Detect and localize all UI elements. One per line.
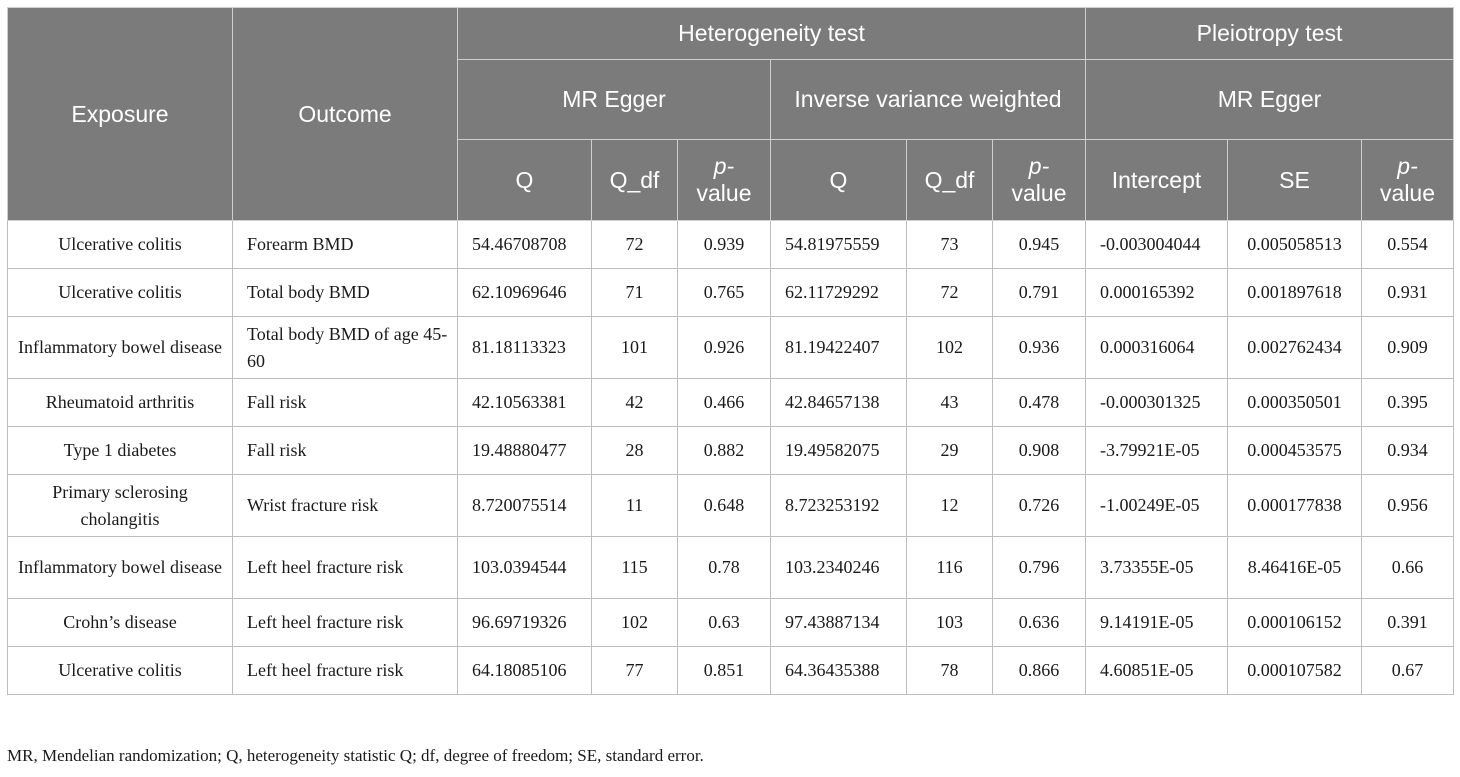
table-row xyxy=(8,475,1454,537)
cell-ivw-q: 64.36435388 xyxy=(771,647,907,695)
cell-pleiotropy-pvalue: 0.934 xyxy=(1362,427,1454,475)
cell-pleiotropy-pvalue: 0.395 xyxy=(1362,379,1454,427)
value-label: value xyxy=(1011,180,1067,206)
header-intercept: Intercept xyxy=(1086,140,1228,221)
cell-egger-pvalue: 0.926 xyxy=(678,317,771,379)
table-body xyxy=(8,221,1454,695)
cell-intercept: 3.73355E-05 xyxy=(1086,537,1228,599)
table-row xyxy=(8,221,1454,269)
cell-egger-q: 54.46708708 xyxy=(458,221,592,269)
value-label: value xyxy=(1380,180,1436,206)
p-label: p- xyxy=(1397,153,1418,179)
cell-egger-pvalue: 0.765 xyxy=(678,269,771,317)
table-footnote: MR, Mendelian randomization; Q, heterogeneity statistic Q; df, degree of freedom; SE, standard error. xyxy=(7,746,704,765)
cell-egger-q: 19.48880477 xyxy=(458,427,592,475)
cell-egger-qdf: 28 xyxy=(592,427,678,475)
cell-egger-qdf: 115 xyxy=(592,537,678,599)
table-row xyxy=(8,379,1454,427)
cell-ivw-q: 54.81975559 xyxy=(771,221,907,269)
cell-exposure: Primary sclerosing cholangitis xyxy=(8,475,233,537)
cell-egger-pvalue: 0.882 xyxy=(678,427,771,475)
table-row xyxy=(8,317,1454,379)
cell-egger-qdf: 71 xyxy=(592,269,678,317)
cell-se: 0.000177838 xyxy=(1228,475,1362,537)
cell-ivw-qdf: 102 xyxy=(907,317,993,379)
cell-ivw-qdf: 29 xyxy=(907,427,993,475)
cell-ivw-pvalue: 0.866 xyxy=(993,647,1086,695)
cell-ivw-qdf: 73 xyxy=(907,221,993,269)
header-egger-qdf: Q_df xyxy=(592,140,678,221)
cell-exposure: Ulcerative colitis xyxy=(8,647,233,695)
cell-egger-qdf: 101 xyxy=(592,317,678,379)
cell-ivw-pvalue: 0.478 xyxy=(993,379,1086,427)
cell-egger-pvalue: 0.939 xyxy=(678,221,771,269)
cell-exposure: Type 1 diabetes xyxy=(8,427,233,475)
header-pleiotropy-test: Pleiotropy test xyxy=(1086,8,1454,60)
cell-egger-q: 62.10969646 xyxy=(458,269,592,317)
cell-pleiotropy-pvalue: 0.909 xyxy=(1362,317,1454,379)
cell-ivw-pvalue: 0.791 xyxy=(993,269,1086,317)
cell-se: 8.46416E-05 xyxy=(1228,537,1362,599)
cell-ivw-pvalue: 0.908 xyxy=(993,427,1086,475)
cell-ivw-q: 103.2340246 xyxy=(771,537,907,599)
cell-ivw-qdf: 78 xyxy=(907,647,993,695)
cell-ivw-pvalue: 0.945 xyxy=(993,221,1086,269)
cell-egger-q: 64.18085106 xyxy=(458,647,592,695)
cell-egger-qdf: 102 xyxy=(592,599,678,647)
cell-egger-pvalue: 0.63 xyxy=(678,599,771,647)
cell-outcome: Left heel fracture risk xyxy=(233,647,458,695)
cell-ivw-pvalue: 0.796 xyxy=(993,537,1086,599)
cell-pleiotropy-pvalue: 0.931 xyxy=(1362,269,1454,317)
results-table xyxy=(7,7,1454,695)
cell-egger-pvalue: 0.851 xyxy=(678,647,771,695)
cell-se: 0.000106152 xyxy=(1228,599,1362,647)
cell-egger-q: 96.69719326 xyxy=(458,599,592,647)
cell-ivw-q: 42.84657138 xyxy=(771,379,907,427)
cell-se: 0.000350501 xyxy=(1228,379,1362,427)
cell-pleiotropy-pvalue: 0.67 xyxy=(1362,647,1454,695)
table-row xyxy=(8,537,1454,599)
cell-intercept: 0.000316064 xyxy=(1086,317,1228,379)
cell-ivw-pvalue: 0.936 xyxy=(993,317,1086,379)
cell-egger-qdf: 11 xyxy=(592,475,678,537)
table-row xyxy=(8,647,1454,695)
cell-exposure: Ulcerative colitis xyxy=(8,269,233,317)
cell-intercept: 0.000165392 xyxy=(1086,269,1228,317)
cell-exposure: Inflammatory bowel disease xyxy=(8,317,233,379)
header-egger-q: Q xyxy=(458,140,592,221)
cell-se: 0.000453575 xyxy=(1228,427,1362,475)
header-mr-egger-pleiotropy: MR Egger xyxy=(1086,60,1454,140)
p-label: p- xyxy=(1028,153,1050,179)
cell-ivw-q: 19.49582075 xyxy=(771,427,907,475)
cell-ivw-qdf: 116 xyxy=(907,537,993,599)
cell-se: 0.002762434 xyxy=(1228,317,1362,379)
header-mr-egger-heterogeneity: MR Egger xyxy=(458,60,771,140)
table-header xyxy=(8,8,1454,221)
cell-se: 0.001897618 xyxy=(1228,269,1362,317)
cell-se: 0.005058513 xyxy=(1228,221,1362,269)
cell-egger-q: 103.0394544 xyxy=(458,537,592,599)
header-inverse-variance-weighted: Inverse variance weighted xyxy=(771,60,1086,140)
cell-egger-qdf: 72 xyxy=(592,221,678,269)
p-label: p- xyxy=(713,153,735,179)
cell-outcome: Left heel fracture risk xyxy=(233,599,458,647)
cell-outcome: Fall risk xyxy=(233,427,458,475)
cell-exposure: Inflammatory bowel disease xyxy=(8,537,233,599)
cell-outcome: Wrist fracture risk xyxy=(233,475,458,537)
cell-egger-qdf: 42 xyxy=(592,379,678,427)
cell-ivw-pvalue: 0.636 xyxy=(993,599,1086,647)
cell-egger-q: 8.720075514 xyxy=(458,475,592,537)
header-heterogeneity-test: Heterogeneity test xyxy=(458,8,1086,60)
results-table-container xyxy=(7,7,1453,695)
header-ivw-pvalue xyxy=(993,140,1086,221)
value-label: value xyxy=(696,180,752,206)
cell-ivw-q: 62.11729292 xyxy=(771,269,907,317)
cell-outcome: Fall risk xyxy=(233,379,458,427)
cell-ivw-qdf: 43 xyxy=(907,379,993,427)
cell-egger-pvalue: 0.78 xyxy=(678,537,771,599)
cell-exposure: Rheumatoid arthritis xyxy=(8,379,233,427)
cell-pleiotropy-pvalue: 0.956 xyxy=(1362,475,1454,537)
cell-intercept: 9.14191E-05 xyxy=(1086,599,1228,647)
cell-ivw-qdf: 12 xyxy=(907,475,993,537)
cell-egger-pvalue: 0.466 xyxy=(678,379,771,427)
cell-pleiotropy-pvalue: 0.66 xyxy=(1362,537,1454,599)
cell-ivw-q: 8.723253192 xyxy=(771,475,907,537)
header-ivw-q: Q xyxy=(771,140,907,221)
cell-intercept: -1.00249E-05 xyxy=(1086,475,1228,537)
cell-pleiotropy-pvalue: 0.554 xyxy=(1362,221,1454,269)
header-exposure: Exposure xyxy=(8,8,233,221)
cell-se: 0.000107582 xyxy=(1228,647,1362,695)
cell-ivw-qdf: 103 xyxy=(907,599,993,647)
table-row xyxy=(8,427,1454,475)
header-pleiotropy-pvalue xyxy=(1362,140,1454,221)
cell-outcome: Left heel fracture risk xyxy=(233,537,458,599)
cell-egger-pvalue: 0.648 xyxy=(678,475,771,537)
cell-egger-q: 42.10563381 xyxy=(458,379,592,427)
cell-intercept: -0.003004044 xyxy=(1086,221,1228,269)
cell-intercept: -0.000301325 xyxy=(1086,379,1228,427)
cell-intercept: -3.79921E-05 xyxy=(1086,427,1228,475)
cell-ivw-q: 97.43887134 xyxy=(771,599,907,647)
cell-outcome: Forearm BMD xyxy=(233,221,458,269)
header-egger-pvalue xyxy=(678,140,771,221)
cell-ivw-pvalue: 0.726 xyxy=(993,475,1086,537)
cell-intercept: 4.60851E-05 xyxy=(1086,647,1228,695)
cell-exposure: Crohn’s disease xyxy=(8,599,233,647)
cell-pleiotropy-pvalue: 0.391 xyxy=(1362,599,1454,647)
cell-egger-q: 81.18113323 xyxy=(458,317,592,379)
table-row xyxy=(8,269,1454,317)
table-row xyxy=(8,599,1454,647)
header-outcome: Outcome xyxy=(233,8,458,221)
cell-ivw-qdf: 72 xyxy=(907,269,993,317)
cell-outcome: Total body BMD xyxy=(233,269,458,317)
header-ivw-qdf: Q_df xyxy=(907,140,993,221)
cell-exposure: Ulcerative colitis xyxy=(8,221,233,269)
cell-egger-qdf: 77 xyxy=(592,647,678,695)
cell-outcome: Total body BMD of age 45-60 xyxy=(233,317,458,379)
cell-ivw-q: 81.19422407 xyxy=(771,317,907,379)
header-se: SE xyxy=(1228,140,1362,221)
